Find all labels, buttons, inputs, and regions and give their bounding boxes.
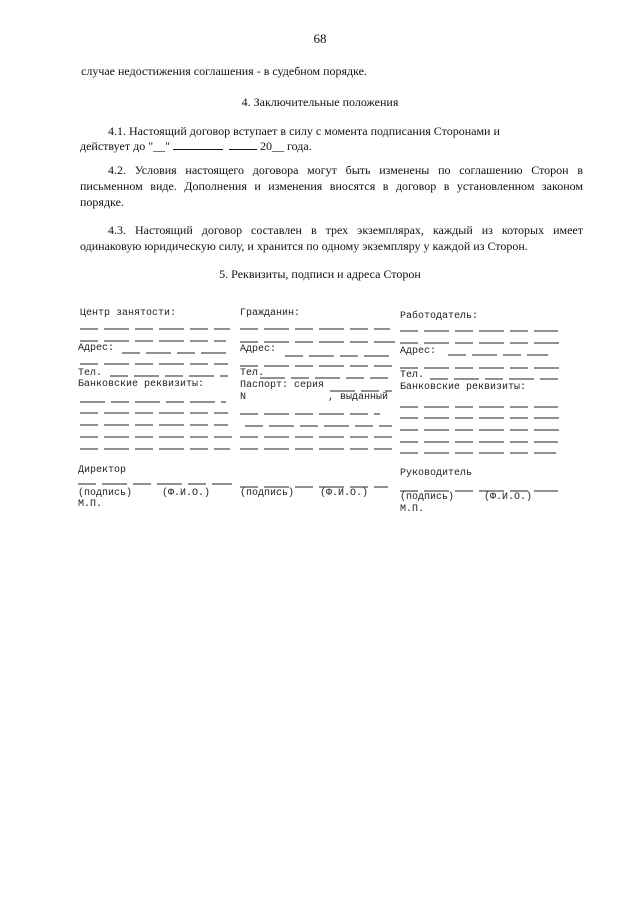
paragraph-4-1-line1: 4.1. Настоящий договор вступает в силу с момента подписания Сторонами и [108,124,500,138]
col3-seal: М.П. [400,504,425,515]
paragraph-4-3: 4.3. Настоящий договор составлен в трех экземплярах, каждый из которых имеет одинаковую юридическую силу, и хранится по одному экземпляру у каждой из Сторон. [80,223,583,253]
col1-seal: М.П. [78,499,103,510]
col1-phone-label: Тел. [78,368,103,379]
month-blank [229,139,257,150]
col3-phone-label: Тел. [400,370,425,381]
intro-line: случае недостижения соглашения - в судебном порядке. [81,64,367,78]
day-month-blank [173,139,223,150]
col1-bank-label: Банковские реквизиты: [78,379,205,390]
col2-passport-label: Паспорт: серия [240,380,325,391]
paragraph-4-1-line2 [80,139,312,154]
col2-address-label: Адрес: [240,344,277,355]
col2-fio-label: (Ф.И.О.) [320,488,369,499]
page-number: 68 [313,31,327,46]
section-4-title: 4. Заключительные положения [241,95,399,109]
col2-header: Гражданин: [240,308,301,319]
col2-number-label: N [240,392,247,403]
col1-fio-label: (Ф.И.О.) [162,488,211,499]
col3-bank-label: Банковские реквизиты: [400,382,527,393]
col1-role: Директор [78,465,127,476]
col3-header: Работодатель: [400,311,479,322]
col3-role: Руководитель [400,468,473,479]
section-5-title: 5. Реквизиты, подписи и адреса Сторон [219,267,421,281]
col2-signature-label: (подпись) [240,488,295,499]
col3-fio-label: (Ф.И.О.) [484,492,533,503]
col2-phone-label: Тел. [240,368,265,379]
col1-header: Центр занятости: [80,308,177,319]
col3-signature-label: (подпись) [400,492,455,503]
col2-issued-label: , выданный [328,392,389,403]
paragraph-4-1-text-a: действует до "__" [80,139,170,153]
paragraph-4-2: 4.2. Условия настоящего договора могут быть изменены по соглашению Сторон в письменном виде. Дополнения и изменения вносятся в договор в установленном законом порядке. [80,163,583,209]
col1-address-label: Адрес: [78,343,115,354]
paragraph-4-1-text-b: 20__ года. [260,139,312,153]
col1-signature-label: (подпись) [78,488,133,499]
col3-address-label: Адрес: [400,346,437,357]
